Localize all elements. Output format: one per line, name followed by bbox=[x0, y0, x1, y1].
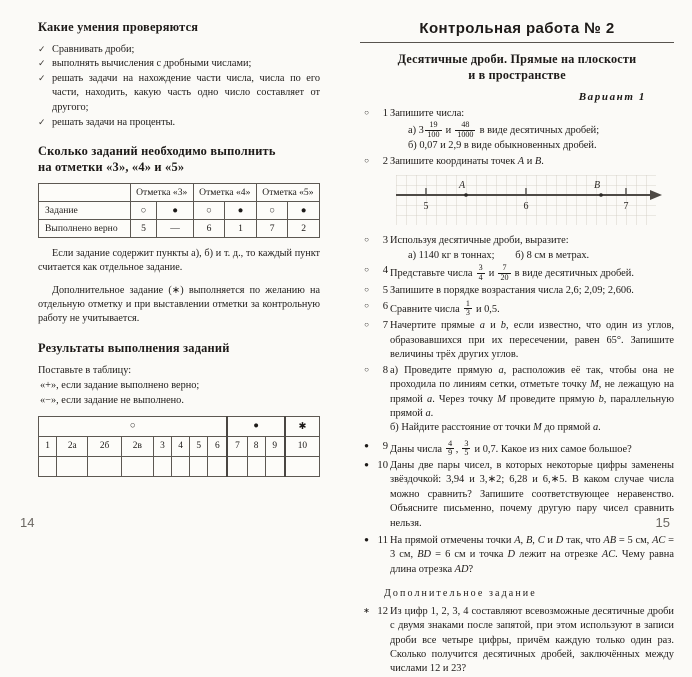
cell: ● bbox=[157, 202, 193, 220]
results-intro: Поставьте в таблицу: bbox=[38, 365, 132, 377]
note-punkty: Если задание содержит пункты а), б) и т. д., то каждый пункт считается как отдельное задание. bbox=[38, 248, 320, 274]
task-text: Запишите координаты точек A и B. bbox=[390, 155, 544, 167]
bullet-open-icon: ○ bbox=[364, 364, 369, 374]
task-list bbox=[360, 107, 674, 577]
group-header-grade-5: Отметка «5» bbox=[256, 184, 319, 202]
answer-cell[interactable] bbox=[265, 456, 285, 476]
bullet-open-icon: ○ bbox=[364, 235, 369, 245]
fraction-7-20: $\frac{7}{20}$ bbox=[500, 263, 509, 282]
col-header: 9 bbox=[265, 436, 285, 456]
task-number: 1 bbox=[382, 107, 388, 119]
task-item-4 bbox=[360, 264, 674, 282]
note-additional: Дополнительное задание (∗) выполняется по желанию на отдельную отметку и при выставлении отметки за контрольную работу не учитывается. bbox=[38, 284, 320, 325]
answer-cell[interactable] bbox=[88, 456, 121, 476]
list-item bbox=[38, 116, 320, 131]
cell: ● bbox=[288, 202, 320, 220]
page-title: Контрольная работа № 2 bbox=[419, 20, 615, 37]
point-label-B: B bbox=[593, 180, 601, 192]
col-header: 6 bbox=[208, 436, 228, 456]
additional-task-list bbox=[360, 605, 674, 677]
col-header: 4 bbox=[172, 436, 190, 456]
table-answer-row bbox=[39, 456, 320, 476]
bullet-open-icon: ○ bbox=[364, 265, 369, 275]
skill-text: выполнять вычисления с дробными числами; bbox=[52, 58, 252, 70]
page-number-right: 15 bbox=[655, 515, 670, 530]
task-text: Запишите числа: bbox=[390, 107, 465, 119]
results-marks-table bbox=[38, 416, 320, 477]
group-symbol-open: ○ bbox=[39, 416, 228, 436]
howmany-heading bbox=[38, 144, 320, 175]
skill-text: решать задачи на проценты. bbox=[52, 116, 176, 128]
results-rule-minus: «−», если задание не выполнено. bbox=[40, 394, 184, 406]
bullet-star-icon: ∗ bbox=[363, 606, 370, 615]
skill-text: Сравнивать дроби; bbox=[52, 43, 135, 55]
answer-cell[interactable] bbox=[208, 456, 228, 476]
answer-cell[interactable] bbox=[172, 456, 190, 476]
cell: 2 bbox=[288, 220, 320, 238]
task-text: Начертите прямые a и b, если известно, что один из углов, образовавшихся при их пересечении, равен 65°. Запишите величины трёх других углов. bbox=[390, 320, 675, 360]
fraction-19-100: $\frac{19}{100}$ bbox=[427, 120, 440, 139]
number-line-svg bbox=[396, 175, 664, 227]
task-item-3 bbox=[360, 234, 674, 263]
col-header: 5 bbox=[190, 436, 208, 456]
tick-label-5: 5 bbox=[423, 201, 429, 213]
tick-label-6: 6 bbox=[523, 201, 529, 213]
howmany-heading-line2: на отметки «3», «4» и «5» bbox=[38, 159, 185, 174]
point-A-marker bbox=[464, 193, 468, 197]
task-subitem-b: б) Найдите расстояние от точки M до прямой a. bbox=[390, 422, 601, 434]
list-item bbox=[38, 72, 320, 116]
check-icon: ✓ bbox=[38, 116, 46, 127]
page-number-left: 14 bbox=[20, 515, 35, 530]
topic-line1: Десятичные дроби. Прямые на плоскости bbox=[397, 52, 637, 66]
task-number: 10 bbox=[377, 460, 388, 472]
skills-heading: Какие умения проверяются bbox=[38, 20, 199, 34]
fraction-48-1000: $\frac{48}{1000}$ bbox=[457, 120, 474, 139]
table-group-row bbox=[39, 416, 320, 436]
cell: ○ bbox=[256, 202, 288, 220]
col-header: 8 bbox=[247, 436, 265, 456]
bullet-open-icon: ○ bbox=[364, 107, 369, 117]
task-number: 6 bbox=[382, 300, 388, 312]
fraction-1-3: $\frac{1}{3}$ bbox=[465, 298, 470, 318]
cell: ○ bbox=[193, 202, 225, 220]
col-header: 3 bbox=[153, 436, 171, 456]
table-row bbox=[39, 202, 320, 220]
group-header-grade-3: Отметка «3» bbox=[130, 184, 193, 202]
task-text: Даны две пары чисел, в которых некоторые цифры заменены звёздочкой: 3,94 и 3,∗2; 6,28 и 6,∗5. В каком случае числа можно сравнить? Запишите соответствующее неравенство. Объясните письменно, почему другую пару чисел сравнить нельзя. bbox=[390, 460, 674, 529]
list-item bbox=[38, 43, 320, 58]
col-header: 10 bbox=[285, 436, 320, 456]
cell: ● bbox=[225, 202, 257, 220]
tick-label-7: 7 bbox=[623, 201, 629, 213]
task-text: Запишите в порядке возрастания числа 2,6; 2,09; 2,606. bbox=[390, 284, 634, 296]
col-header: 2а bbox=[57, 436, 88, 456]
bullet-filled-icon: ● bbox=[364, 440, 369, 450]
task-item-5 bbox=[360, 284, 674, 298]
skills-list bbox=[38, 43, 320, 131]
group-symbol-star: ✱ bbox=[285, 416, 320, 436]
task-text: На прямой отмечены точки A, B, C и D так, что AB = 5 см, AC = 3 см, BD = 6 см и точка D лежит на отрезке AC. Чему равна длина отрезка AD? bbox=[390, 534, 675, 575]
row-label-zadanie: Задание bbox=[39, 202, 131, 220]
check-icon: ✓ bbox=[38, 58, 46, 69]
task-subitem-b: б) 0,07 и 2,9 в виде обыкновенных дробей. bbox=[408, 140, 597, 152]
group-symbol-filled: ● bbox=[227, 416, 284, 436]
task-number: 9 bbox=[382, 440, 388, 452]
task-item-11 bbox=[360, 534, 674, 577]
task-number: 5 bbox=[382, 284, 388, 296]
task-item-6 bbox=[360, 300, 674, 318]
task-text: Используя десятичные дроби, выразите: bbox=[390, 235, 569, 247]
results-heading: Результаты выполнения заданий bbox=[38, 340, 230, 355]
answer-cell[interactable] bbox=[57, 456, 88, 476]
task-item-7 bbox=[360, 319, 674, 362]
cell: — bbox=[157, 220, 193, 238]
cell: 1 bbox=[225, 220, 257, 238]
task-subitem-a: а) 3 $\frac{19}{100}$ и $\frac{48}{1000}$ в виде десятичных дробей; bbox=[408, 120, 600, 139]
table-row bbox=[39, 220, 320, 238]
cell: ○ bbox=[130, 202, 157, 220]
fraction-4-9: $\frac{4}{9}$ bbox=[448, 438, 453, 458]
answer-cell[interactable] bbox=[39, 456, 57, 476]
list-item bbox=[38, 57, 320, 72]
task-number: 11 bbox=[377, 534, 388, 546]
col-header: 1 bbox=[39, 436, 57, 456]
table-header-row bbox=[39, 436, 320, 456]
task-number: 8 bbox=[382, 364, 388, 376]
col-header: 2б bbox=[88, 436, 121, 456]
grid-background bbox=[396, 175, 656, 225]
task-item-9 bbox=[360, 440, 674, 458]
answer-cell[interactable] bbox=[227, 456, 247, 476]
answer-cell[interactable] bbox=[153, 456, 171, 476]
task-subitems: а) 1140 кг в тоннах; б) 8 см в метрах. bbox=[408, 249, 590, 261]
answer-cell[interactable] bbox=[285, 456, 320, 476]
bullet-open-icon: ○ bbox=[364, 320, 369, 330]
row-label-vypolneno-verno: Выполнено верно bbox=[39, 220, 131, 238]
point-label-A: A bbox=[458, 180, 466, 192]
topic-heading bbox=[360, 52, 674, 84]
task-item-8 bbox=[360, 364, 674, 436]
check-icon: ✓ bbox=[38, 43, 46, 54]
results-rule-plus: «+», если задание выполнено верно; bbox=[40, 379, 200, 391]
task-item-10 bbox=[360, 459, 674, 531]
task-number: 2 bbox=[382, 155, 388, 167]
fraction-3-5: $\frac{3}{5}$ bbox=[464, 438, 469, 458]
bullet-filled-icon: ● bbox=[364, 460, 369, 470]
answer-cell[interactable] bbox=[121, 456, 153, 476]
task-text: Из цифр 1, 2, 3, 4 составляют всевозможные десятичные дроби с двумя знаками после запятой, при этом используют в записи дроби все четыре цифры, причём каждую только один раз. Сколько получится десятичных дробей, заключённых между числами 12 и 23? bbox=[390, 606, 674, 675]
bullet-open-icon: ○ bbox=[364, 284, 369, 294]
group-header-grade-4: Отметка «4» bbox=[193, 184, 256, 202]
task-text: Даны числа $\frac{4}{9}$ , $\frac{3}{5}$ и 0,7. Какое из них самое большое? bbox=[390, 438, 632, 458]
left-page-column bbox=[0, 0, 346, 540]
point-B-marker bbox=[599, 193, 603, 197]
title-divider bbox=[360, 42, 674, 43]
howmany-heading-line1: Сколько заданий необходимо выполнить bbox=[38, 144, 276, 159]
col-header: 2в bbox=[121, 436, 153, 456]
cell: 7 bbox=[256, 220, 288, 238]
cell: 5 bbox=[130, 220, 157, 238]
topic-line2: и в пространстве bbox=[468, 67, 566, 82]
task-number: 7 bbox=[382, 320, 388, 332]
variant-label: Вариант 1 bbox=[578, 90, 646, 103]
bullet-open-icon: ○ bbox=[364, 300, 369, 310]
grade-requirements-table bbox=[38, 183, 320, 238]
task-text: Представьте числа $\frac{3}{4}$ и $\frac{7}{20}$ в виде десятичных дробей. bbox=[390, 263, 634, 282]
task-item-1 bbox=[360, 107, 674, 154]
fraction-3-4: $\frac{3}{4}$ bbox=[478, 263, 483, 282]
cell: 6 bbox=[193, 220, 225, 238]
check-icon: ✓ bbox=[38, 72, 46, 83]
task-subitem-a: а) Проведите прямую a, расположив её так, чтобы она не проходила по линиям сетки, отметьте точку M, не лежащую на прямой a. Через точку M проведите прямую b, параллельную прямой a. bbox=[390, 364, 674, 419]
task-number: 12 bbox=[377, 606, 388, 617]
task-item-2 bbox=[360, 155, 674, 169]
bullet-open-icon: ○ bbox=[364, 155, 369, 165]
col-header: 7 bbox=[227, 436, 247, 456]
task-number: 4 bbox=[382, 265, 388, 277]
table-header-row bbox=[39, 184, 320, 202]
number-line-figure bbox=[396, 175, 674, 227]
right-page-column bbox=[346, 0, 692, 675]
table-corner-cell bbox=[39, 184, 131, 202]
answer-cell[interactable] bbox=[190, 456, 208, 476]
task-item-12 bbox=[360, 605, 674, 677]
task-text: Сравните числа $\frac{1}{3}$ и 0,5. bbox=[390, 298, 500, 318]
task-number: 3 bbox=[382, 235, 388, 247]
answer-cell[interactable] bbox=[247, 456, 265, 476]
additional-task-heading: Дополнительное задание bbox=[384, 588, 537, 599]
skill-text: решать задачи на нахождение части числа, числа по его части, находить, какую часть одно число составляет от другого; bbox=[52, 72, 320, 113]
bullet-filled-icon: ● bbox=[364, 534, 369, 544]
